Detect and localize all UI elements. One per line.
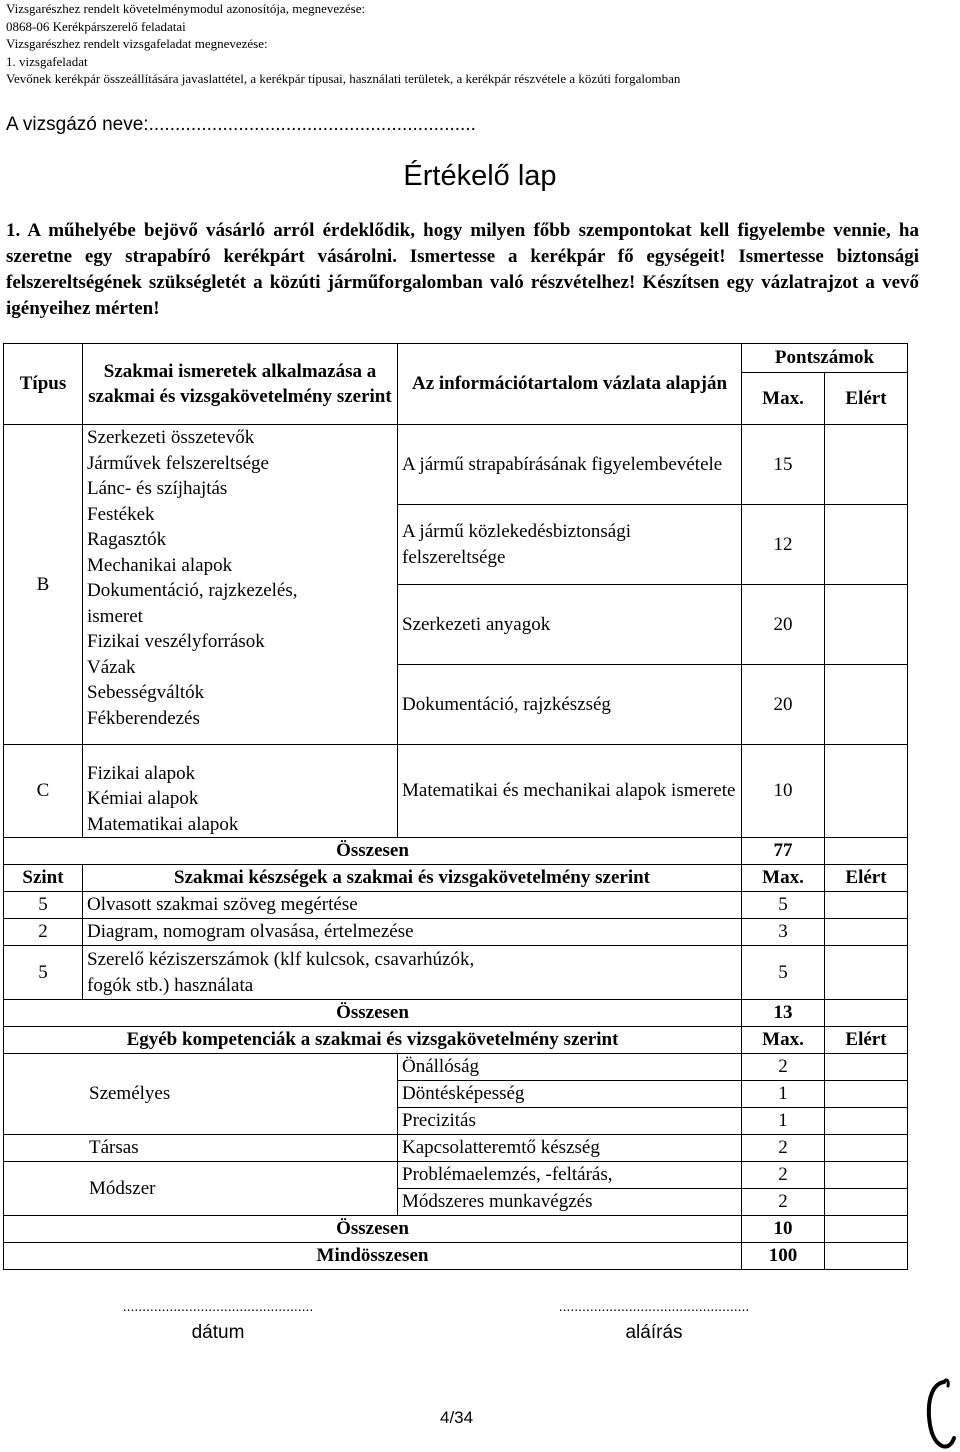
task-description: 1. A műhelyébe bejövő vásárló arról érdeklődik, hogy milyen főbb szempontokat kell figyelembe vennie, ha szeretne egy strapabíró kerékpárt vásárolni. Ismertesse a kerékpár fő egységeit! Ismertesse biztonsági felszereltségének szükségletét a közúti járműforgalomban való részvételhez! Készítsen egy vázlatrajzot a vevő igényeihez mérten! [6,220,919,319]
topic-item: Fizikai alapok [87,762,196,784]
competency-item: Módszeres munkavégzés [398,1189,742,1216]
topic-item: Fékberendezés [87,707,200,729]
col-header-other-competencies: Egyéb kompetenciák a szakmai és vizsgakövetelmény szerint [4,1027,742,1054]
competency-item: Önállóság [398,1054,742,1081]
col-header-knowledge: Szakmai ismeretek alkalmazása a szakmai és vizsgakövetelmény szerint [83,344,398,425]
max-score: 5 [742,892,825,919]
type-b-label: B [4,425,83,745]
type-c-topic-list [83,745,398,838]
subtotal-other: 10 [742,1216,825,1243]
topic-item: Járművek felszereltsége [87,452,269,474]
col-header-info: Az információtartalom vázlata alapján [398,344,742,425]
header-line-3: Vizsgarészhez rendelt vizsgafeladat megnevezése: [6,36,268,51]
topic-item: ismeret [87,605,143,627]
competency-category: Módszer [4,1162,398,1216]
grand-total-label: Mindösszesen [4,1243,742,1270]
topic-item: Ragasztók [87,529,167,550]
subtotal-label: Összesen [4,1000,742,1027]
achieved-score [825,745,908,838]
topic-item: Sebességváltók [87,682,205,703]
signature-mark [918,1376,958,1452]
subtotal-knowledge: 77 [742,838,825,865]
subtotal-label: Összesen [4,1216,742,1243]
date-dots: ................................................. [122,1298,314,1314]
info-cell: Matematikai és mechanikai alapok ismerete [398,745,742,838]
grand-total: 100 [742,1243,825,1270]
subtotal-label: Összesen [4,838,742,865]
achieved-score [825,919,908,946]
col-header-points: Pontszámok [742,344,908,373]
date-label: dátum [191,1322,245,1343]
achieved-score [825,1243,908,1270]
page-title: Értékelő lap [403,160,557,192]
skill-level: 2 [4,919,83,946]
achieved-score [825,1000,908,1027]
max-score: 15 [742,425,825,505]
header-line-4: 1. vizsgafeladat [6,53,88,69]
document-header [6,0,680,88]
achieved-score [825,946,908,1000]
topic-item: Dokumentáció, rajzkezelés, [87,580,298,601]
col-header-achieved: Elért [825,865,908,892]
achieved-score [825,1135,908,1162]
max-score: 12 [742,505,825,585]
evaluation-table [3,343,908,1270]
type-b-topic-list [83,425,398,745]
col-header-max: Max. [742,865,825,892]
achieved-score [825,838,908,865]
info-cell: Dokumentáció, rajzkészség [398,665,742,745]
col-header-max: Max. [742,1027,825,1054]
max-score: 20 [742,665,825,745]
col-header-max: Max. [742,373,825,425]
candidate-name-line: A vizsgázó neve:.............................................................. [6,114,476,135]
signature-dots: ................................................. [558,1298,750,1314]
achieved-score [825,505,908,585]
max-score: 2 [742,1135,825,1162]
type-c-label: C [4,745,83,838]
header-line-2: 0868-06 Kerékpárszerelő feladatai [6,18,186,34]
achieved-score [825,892,908,919]
achieved-score [825,1108,908,1135]
max-score: 1 [742,1081,825,1108]
topic-item: Szerkezeti összetevők [87,427,255,448]
skill-text: Szerelő kéziszerszámok (klf kulcsok, csavarhúzók, fogók stb.) használata [83,946,742,1000]
skill-level: 5 [4,946,83,1000]
topic-item: Kémiai alapok [87,788,199,809]
col-header-achieved: Elért [825,373,908,425]
skill-text: Diagram, nomogram olvasása, értelmezése [83,919,742,946]
skill-text: Olvasott szakmai szöveg megértése [83,892,742,919]
achieved-score [825,425,908,505]
max-score: 3 [742,919,825,946]
topic-item: Festékek [87,503,155,525]
col-header-type: Típus [4,344,83,425]
competency-category: Társas [4,1135,398,1162]
max-score: 10 [742,745,825,838]
topic-item: Mechanikai alapok [87,554,233,576]
achieved-score [825,1054,908,1081]
topic-item: Vázak [87,656,136,678]
col-header-level: Szint [4,865,83,892]
topic-item: Lánc- és szíjhajtás [87,478,228,499]
achieved-score [825,1216,908,1243]
competency-item: Kapcsolatteremtő készség [398,1135,742,1162]
max-score: 20 [742,585,825,665]
header-line-1: Vizsgarészhez rendelt követelménymodul azonosítója, megnevezése: [6,1,366,16]
competency-category: Személyes [4,1054,398,1135]
skill-level: 5 [4,892,83,919]
competency-item: Precizitás [398,1108,742,1135]
max-score: 2 [742,1189,825,1216]
col-header-skills: Szakmai készségek a szakmai és vizsgakövetelmény szerint [83,865,742,892]
achieved-score [825,585,908,665]
max-score: 2 [742,1162,825,1189]
subtotal-skills: 13 [742,1000,825,1027]
header-line-5: Vevőnek kerékpár összeállítására javaslattétel, a kerékpár típusai, használati területek, a kerékpár részvétele a közúti forgalomban [6,71,681,86]
max-score: 2 [742,1054,825,1081]
competency-item: Problémaelemzés, -feltárás, [398,1162,742,1189]
achieved-score [825,1189,908,1216]
max-score: 1 [742,1108,825,1135]
achieved-score [825,665,908,745]
achieved-score [825,1162,908,1189]
info-cell: A jármű közlekedésbiztonsági felszereltsége [398,505,742,585]
competency-item: Döntésképesség [398,1081,742,1108]
topic-item: Fizikai veszélyforrások [87,631,265,652]
info-cell: A jármű strapabírásának figyelembevétele [398,425,742,505]
info-cell: Szerkezeti anyagok [398,585,742,665]
achieved-score [825,1081,908,1108]
topic-item: Matematikai alapok [87,813,239,835]
max-score: 5 [742,946,825,1000]
page-number: 4/34 [440,1408,474,1427]
col-header-achieved: Elért [825,1027,908,1054]
signature-label: aláírás [625,1322,683,1343]
